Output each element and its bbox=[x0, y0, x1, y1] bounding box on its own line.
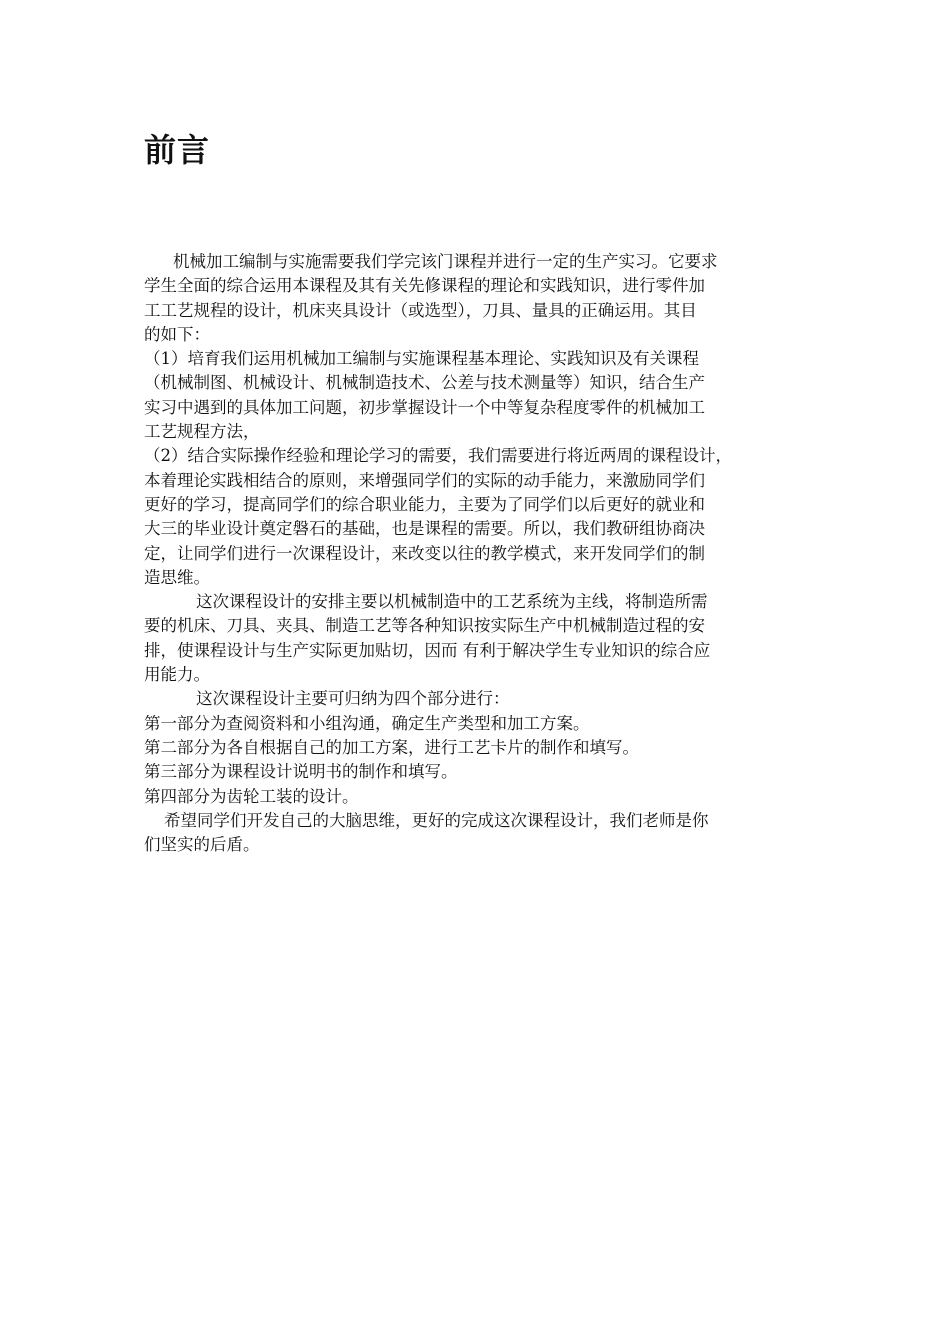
text-line: 第二部分为各自根据自己的加工方案，进行工艺卡片的制作和填写。 bbox=[144, 737, 639, 757]
text-line: （机械制图、机械设计、机械制造技术、公差与技术测量等）知识，结合生产 bbox=[144, 373, 705, 393]
text-line: 实习中遇到的具体加工问题，初步掌握设计一个中等复杂程度零件的机械加工 bbox=[144, 397, 705, 417]
page-title: 前言 bbox=[144, 131, 211, 169]
text-line: 大三的毕业设计奠定磐石的基础，也是课程的需要。所以，我们教研组协商决 bbox=[144, 519, 705, 539]
text-line: 学生全面的综合运用本课程及其有关先修课程的理论和实践知识，进行零件加 bbox=[144, 276, 705, 296]
text-line: 工艺规程方法， bbox=[144, 422, 260, 442]
text-line: 们坚实的后盾。 bbox=[144, 835, 260, 855]
text-line: 希望同学们开发自己的大脑思维，更好的完成这次课程设计，我们老师是你 bbox=[164, 810, 709, 830]
text-line: 这次课程设计的安排主要以机械制造中的工艺系统为主线，将制造所需 bbox=[196, 592, 708, 612]
text-line: 本着理论实践相结合的原则，来增强同学们的实际的动手能力，来激励同学们 bbox=[144, 470, 705, 490]
text-line: 第四部分为齿轮工装的设计。 bbox=[144, 786, 359, 806]
text-line: 用能力。 bbox=[144, 665, 210, 685]
text-line: 的如下： bbox=[144, 324, 210, 344]
text-line: （2）结合实际操作经验和理论学习的需要，我们需要进行将近两周的课程设计， bbox=[144, 446, 732, 466]
text-line: 更好的学习，提高同学们的综合职业能力，主要为了同学们以后更好的就业和 bbox=[144, 494, 705, 514]
text-line: 造思维。 bbox=[144, 567, 210, 587]
text-line: 这次课程设计主要可归纳为四个部分进行： bbox=[196, 689, 510, 709]
text-line: 工工艺规程的设计，机床夹具设计（或选型），刀具、量具的正确运用。其目 bbox=[144, 300, 697, 320]
text-line: 机械加工编制与实施需要我们学完该门课程并进行一定的生产实习。它要求 bbox=[173, 252, 718, 271]
text-line: 第一部分为查阅资料和小组沟通，确定生产类型和加工方案。 bbox=[144, 713, 590, 733]
text-line: 第三部分为课程设计说明书的制作和填写。 bbox=[144, 762, 458, 782]
text-line: 要的机床、刀具、夹具、制造工艺等各种知识按实际生产中机械制造过程的安 bbox=[144, 616, 705, 636]
text-line: （1）培育我们运用机械加工编制与实施课程基本理论、实践知识及有关课程 bbox=[144, 349, 699, 369]
text-line: 定，让同学们进行一次课程设计，来改变以往的教学模式，来开发同学们的制 bbox=[144, 543, 705, 563]
body-text bbox=[144, 250, 824, 857]
text-line: 排，使课程设计与生产实际更加贴切，因而 有利于解决学生专业知识的综合应 bbox=[144, 640, 711, 660]
